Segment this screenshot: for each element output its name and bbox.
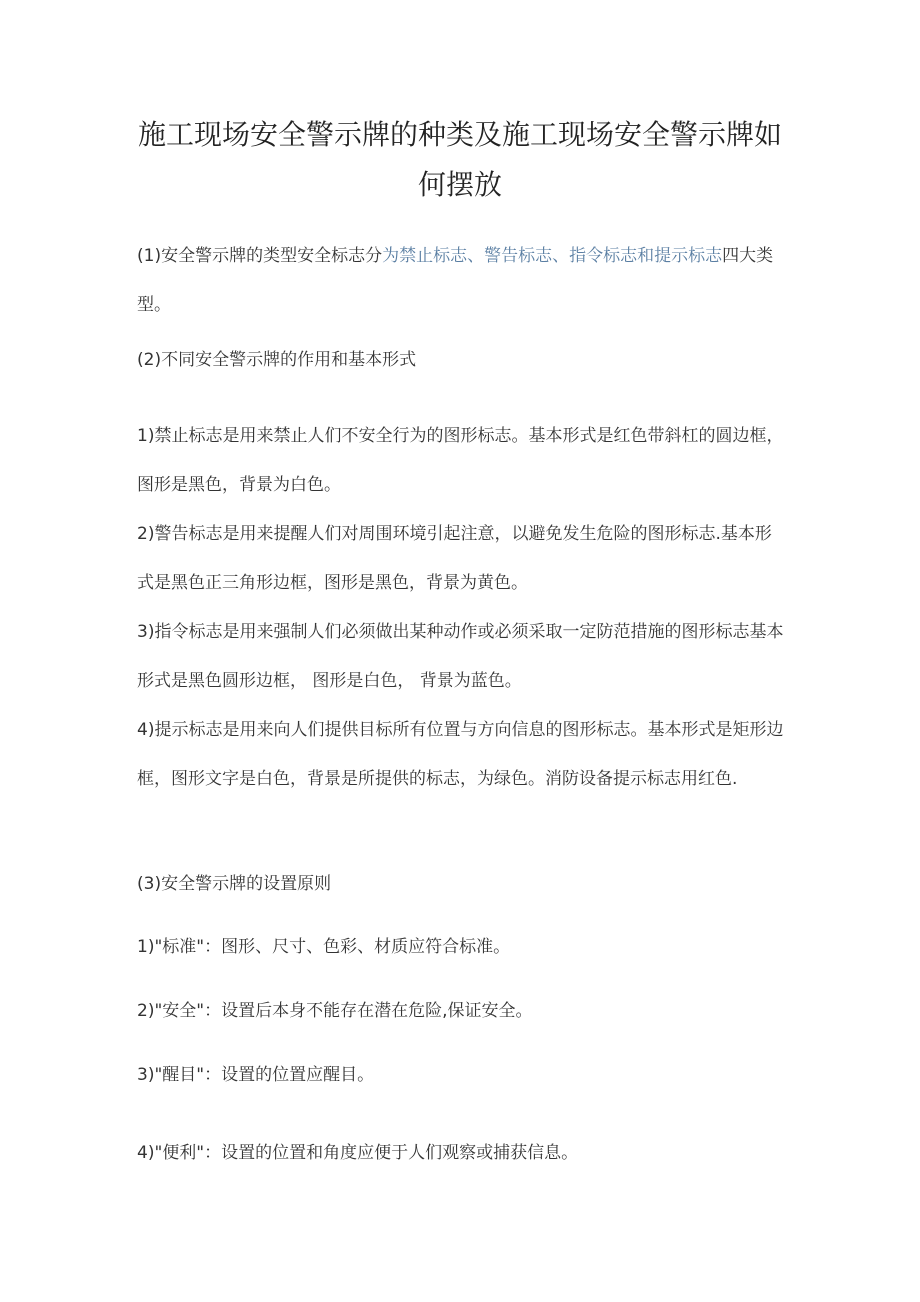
- principle-convenience: 4)"便利"：设置的位置和角度应便于人们观察或捕获信息。: [137, 1143, 579, 1163]
- principle-standard: 1)"标准"：图形、尺寸、色彩、材质应符合标准。: [137, 937, 511, 957]
- principle-conspicuous: 3)"醒目"：设置的位置应醒目。: [137, 1065, 375, 1085]
- section-heading-principles: (3)安全警示牌的设置原则: [137, 874, 332, 894]
- principle-safety: 2)"安全"：设置后本身不能存在潜在危险,保证安全。: [137, 1001, 533, 1021]
- paragraph-sign-types: [137, 232, 787, 330]
- section-heading-functions: (2)不同安全警示牌的作用和基本形式: [137, 350, 417, 370]
- paragraph-sign-types-prefix: (1)安全警示牌的类型安全标志分: [137, 246, 383, 266]
- paragraph-information-sign: 4)提示标志是用来向人们提供目标所有位置与方向信息的图形标志。基本形式是矩形边框，图形文字是白色，背景是所提供的标志，为绿色。消防设备提示标志用红色.: [137, 720, 784, 789]
- paragraph-warning-sign: 2)警告标志是用来提醒人们对周围环境引起注意，以避免发生危险的图形标志.基本形式是黑色正三角形边框，图形是黑色，背景为黄色。: [137, 524, 772, 593]
- document-title: 施工现场安全警示牌的种类及施工现场安全警示牌如何摆放: [137, 118, 782, 201]
- paragraph-sign-types-suffix: 四大类型。: [137, 246, 774, 315]
- paragraph-mandatory-sign: 3)指令标志是用来强制人们必须做出某种动作或必须采取一定防范措施的图形标志基本形式是黑色圆形边框， 图形是白色， 背景为蓝色。: [137, 622, 784, 691]
- paragraph-prohibition-sign: 1)禁止标志是用来禁止人们不安全行为的图形标志。基本形式是红色带斜杠的圆边框，图形是黑色，背景为白色。: [137, 426, 784, 495]
- sign-categories-link[interactable]: 为禁止标志、警告标志、指令标志和提示标志: [382, 246, 723, 266]
